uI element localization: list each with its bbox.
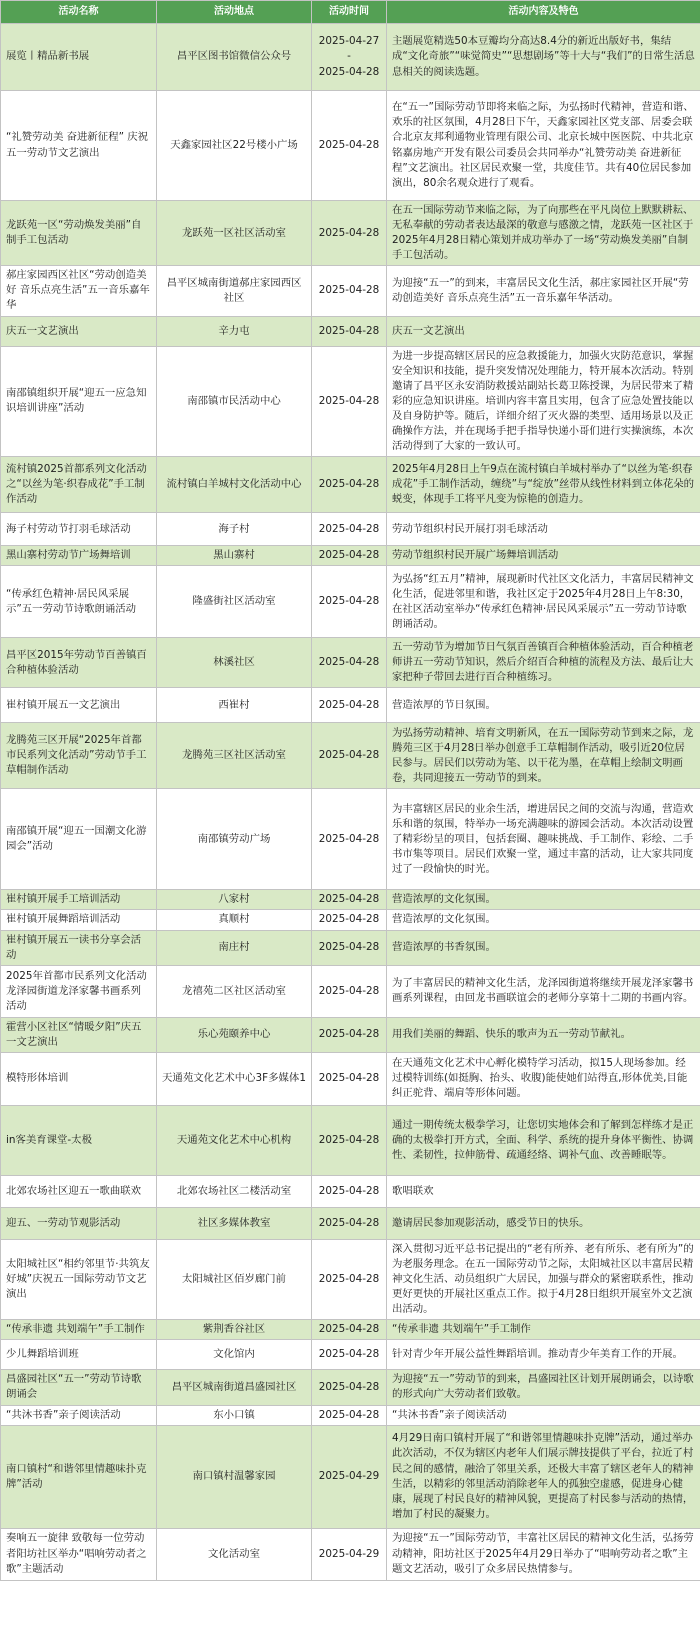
activity-time-cell: 2025-04-28 (312, 965, 387, 1017)
activity-time-cell: 2025-04-28 (312, 91, 387, 201)
activity-name-cell: 庆五一文艺演出 (1, 316, 157, 346)
activity-description-cell: 为迎接“五一”劳动节的到来，昌盛园社区计划开展朗诵会，以诗歌的形式向广大劳动者们致敬。 (387, 1370, 700, 1405)
activity-time-cell: 2025-04-27- 2025-04-28 (312, 24, 387, 91)
activity-name-cell: 南口镇村“和谐邻里情趣味扑克牌”活动 (1, 1425, 157, 1528)
activity-location-cell: 南庄村 (157, 930, 312, 965)
activity-description-cell: 为进一步提高辖区居民的应急救援能力，加强火灾防范意识，掌握安全知识和技能，提升突发情况处理能力，特开展本次活动。特别邀请了昌平区永安消防救援站副站长葛卫陈授课，为居民带来了精彩的应急知识讲座。培训内容丰富且实用，包含了应急处置技能以及自身防护等。随后，详细介绍了灭火器的类型、适用场景以及正确操作方法，并在现场手把手指导快递小哥们进行实操演练，本次活动得到了大家的一致认可。 (387, 346, 700, 457)
activity-time-cell: 2025-04-28 (312, 566, 387, 638)
activity-description-cell: 主题展览精选50本豆瓣均分高达8.4分的新近出版好书，集结成“文化奇旅”“味觉简史”“思想剧场”等十大与“我们”的日常生活息息相关的阅读选题。 (387, 24, 700, 91)
activity-name-cell: 奏响五一旋律 致敬每一位劳动者阳坊社区举办“唱响劳动者之歌”主题活动 (1, 1528, 157, 1580)
table-row (1, 201, 700, 266)
activity-description-cell: 针对青少年开展公益性舞蹈培训。推动青少年美育工作的开展。 (387, 1340, 700, 1370)
activity-time-cell: 2025-04-28 (312, 723, 387, 789)
table-row (1, 513, 700, 546)
activity-description-cell: 营造浓厚的文化氛围。 (387, 890, 700, 910)
activity-name-cell: 海子村劳动节打羽毛球活动 (1, 513, 157, 546)
activity-description-cell: 为弘扬劳动精神、培育文明新风，在五一国际劳动节到来之际，龙腾苑三区于4月28日举办创意手工草帽制作活动，吸引近20位居民参与。居民们以劳动为笔、以干花为墨，在草帽上绘制文明画卷，共同迎接五一劳动节的到来。 (387, 723, 700, 789)
activity-location-cell: 八家村 (157, 890, 312, 910)
table-row (1, 1425, 700, 1528)
activity-location-cell: 北郊农场社区二楼活动室 (157, 1175, 312, 1207)
activity-time-cell: 2025-04-28 (312, 457, 387, 513)
activity-description-cell: 为了丰富居民的精神文化生活，龙泽园街道将继续开展龙泽家馨书画系列课程，由回龙书画联谊会的老师分享第十二期的书画内容。 (387, 965, 700, 1017)
table-row (1, 688, 700, 723)
activity-name-cell: 昌盛园社区“五一”劳动节诗歌朗诵会 (1, 1370, 157, 1405)
activity-time-cell: 2025-04-28 (312, 1207, 387, 1239)
activity-location-cell: 天通苑文化艺术中心3F多媒体1 (157, 1052, 312, 1105)
table-row (1, 638, 700, 688)
table-row (1, 566, 700, 638)
table-row (1, 24, 700, 91)
header-activity-name: 活动名称 (1, 1, 157, 24)
activity-time-cell: 2025-04-28 (312, 1105, 387, 1175)
activity-description-cell: 营造浓厚的文化氛围。 (387, 910, 700, 930)
activity-location-cell: 辛力屯 (157, 316, 312, 346)
activity-location-cell: 紫荆香谷社区 (157, 1320, 312, 1340)
activity-location-cell: 昌平区图书馆微信公众号 (157, 24, 312, 91)
activity-location-cell: 天通苑文化艺术中心机构 (157, 1105, 312, 1175)
activity-description-cell: 4月29日南口镇村开展了“和谐邻里情趣味扑克牌”活动，通过举办此次活动，不仅为辖区内老年人们展示牌技提供了平台，拉近了村民之间的感情，融洽了邻里关系，还极大丰富了辖区老年人的精神生活，以精彩的邻里活动消除老年人的孤独空虚感，促进身心健康，展现了村民良好的精神风貌，更提高了村民参与活动的热情，增加了村民的凝聚力。 (387, 1425, 700, 1528)
activity-location-cell: 龙跃苑一区社区活动室 (157, 201, 312, 266)
table-row (1, 1207, 700, 1239)
activity-time-cell: 2025-04-28 (312, 688, 387, 723)
activity-name-cell: “共沐书香”亲子阅读活动 (1, 1405, 157, 1425)
activity-name-cell: 崔村镇开展五一读书分享会活动 (1, 930, 157, 965)
activity-name-cell: 南邵镇组织开展“迎五一应急知识培训讲座”活动 (1, 346, 157, 457)
activity-description-cell: 用我们美丽的舞蹈、快乐的歌声为五一劳动节献礼。 (387, 1017, 700, 1052)
table-row (1, 1320, 700, 1340)
activity-name-cell: 北郊农场社区迎五一歌曲联欢 (1, 1175, 157, 1207)
activity-time-cell: 2025-04-28 (312, 910, 387, 930)
activity-time-cell: 2025-04-28 (312, 1239, 387, 1319)
table-row (1, 930, 700, 965)
activity-name-cell: “礼赞劳动美 奋进新征程” 庆祝五一劳动节文艺演出 (1, 91, 157, 201)
table-row (1, 1052, 700, 1105)
activity-time-cell: 2025-04-28 (312, 1320, 387, 1340)
activity-description-cell: “共沐书香”亲子阅读活动 (387, 1405, 700, 1425)
activity-name-cell: 流村镇2025首都系列文化活动之“以丝为笔·织春成花”手工制作活动 (1, 457, 157, 513)
activity-location-cell: 龙禧苑二区社区活动室 (157, 965, 312, 1017)
activity-description-cell: 为弘扬“红五月”精神，展现新时代社区文化活力，丰富居民精神文化生活，促进邻里和谐，我社区定于2025年4月28日上午8:30，在社区活动室举办“传承红色精神·居民风采展示”五一劳动节诗歌朗诵活动。 (387, 566, 700, 638)
table-header (1, 1, 700, 24)
activity-name-cell: 黑山寨村劳动节广场舞培训 (1, 546, 157, 566)
activity-name-cell: 郝庄家园西区社区“劳动创造美好 音乐点亮生活”五一音乐嘉年华 (1, 266, 157, 316)
activity-name-cell: 龙跃苑一区“劳动焕发美丽”自制手工包活动 (1, 201, 157, 266)
activity-description-cell: 深入贯彻习近平总书记提出的“老有所养、老有所乐、老有所为”的为老服务理念。在五一国际劳动节之际，太阳城社区以丰富居民精神文化生活、动员组织广大居民，加强与群众的紧密联系性，推动更好更快的开展社区重点工作。拟于4月28日组织开展室外文艺演出活动。 (387, 1239, 700, 1319)
header-activity-location: 活动地点 (157, 1, 312, 24)
table-body (1, 24, 700, 1581)
activity-location-cell: 乐心苑颐养中心 (157, 1017, 312, 1052)
activity-time-cell: 2025-04-28 (312, 638, 387, 688)
activity-location-cell: 昌平区城南街道昌盛园社区 (157, 1370, 312, 1405)
activity-time-cell: 2025-04-28 (312, 346, 387, 457)
activity-description-cell: 为丰富辖区居民的业余生活，增进居民之间的交流与沟通，营造欢乐和谐的氛围，特举办一场充满趣味的游园会活动。本次活动设置了精彩纷呈的项目，包括套圈、趣味挑战、手工制作、彩绘、二手书市集等项目。居民们欢聚一堂，通过丰富的活动，让大家共同度过了一段愉快的时光。 (387, 789, 700, 890)
table-row (1, 457, 700, 513)
activity-time-cell: 2025-04-28 (312, 1370, 387, 1405)
activity-description-cell: 营造浓厚的书香氛围。 (387, 930, 700, 965)
activity-location-cell: 真顺村 (157, 910, 312, 930)
table-row (1, 91, 700, 201)
table-row (1, 789, 700, 890)
activity-name-cell: “传承红色精神·居民风采展示”五一劳动节诗歌朗诵活动 (1, 566, 157, 638)
activity-time-cell: 2025-04-28 (312, 930, 387, 965)
table-row (1, 1370, 700, 1405)
table-row (1, 890, 700, 910)
table-row (1, 965, 700, 1017)
activity-description-cell: 五一劳动节为增加节日气氛百善镇百合种植体验活动，百合种植老师讲五一劳动节知识，然后介绍百合种植的流程及方法、最后让大家把种子带回去进行百合种植练习。 (387, 638, 700, 688)
activity-location-cell: 海子村 (157, 513, 312, 546)
activity-time-cell: 2025-04-28 (312, 789, 387, 890)
activity-location-cell: 西崔村 (157, 688, 312, 723)
activity-name-cell: “传承非遗 共划端午”手工制作 (1, 1320, 157, 1340)
activity-name-cell: 昌平区2015年劳动节百善镇百合种植体验活动 (1, 638, 157, 688)
activity-name-cell: 龙腾苑三区开展“2025年首都市民系列文化活动”劳动节手工草帽制作活动 (1, 723, 157, 789)
table-row (1, 1528, 700, 1580)
activity-description-cell: 在五一国际劳动节来临之际，为了向那些在平凡岗位上默默耕耘、无私奉献的劳动者表达最深的敬意与感激之情，龙跃苑一区社区于2025年4月28日精心策划并成功举办了一场“劳动焕发美丽”自制手工包活动。 (387, 201, 700, 266)
activity-location-cell: 天鑫家园社区22号楼小广场 (157, 91, 312, 201)
activity-time-cell: 2025-04-28 (312, 890, 387, 910)
activity-description-cell: 通过一期传统太极拳学习，让您切实地体会和了解到怎样练才是正确的太极拳打开方式，全面、科学、系统的提升身体平衡性、协调性、柔韧性，拉伸筋骨、疏通经络、调补气血、改善睡眠等。 (387, 1105, 700, 1175)
activity-name-cell: 少儿舞蹈培训班 (1, 1340, 157, 1370)
activity-description-cell: 2025年4月28日上午9点在流村镇白羊城村举办了“以丝为笔·织春成花”手工制作活动，缠绕”与“绽放”丝带从线性材料到立体花朵的蜕变，体现手工将平凡变为惊艳的创造力。 (387, 457, 700, 513)
activity-name-cell: 迎五、一劳动节观影活动 (1, 1207, 157, 1239)
activity-description-cell: 为迎接“五一”的到来，丰富居民文化生活，郝庄家园社区开展“劳动创造美好 音乐点亮生活”五一音乐嘉年华活动。 (387, 266, 700, 316)
activity-name-cell: 展览丨精品新书展 (1, 24, 157, 91)
activity-name-cell: 南邵镇开展“迎五一国潮文化游园会”活动 (1, 789, 157, 890)
activity-location-cell: 南邵镇市民活动中心 (157, 346, 312, 457)
header-activity-time: 活动时间 (312, 1, 387, 24)
table-row (1, 266, 700, 316)
activity-description-cell: 为迎接“五一”国际劳动节，丰富社区居民的精神文化生活，弘扬劳动精神，阳坊社区于2025年4月29日举办了“唱响劳动者之歌”主题文艺活动，吸引了众多居民热情参与。 (387, 1528, 700, 1580)
activity-name-cell: 2025年首都市民系列文化活动龙泽园街道龙泽家馨书画系列活动 (1, 965, 157, 1017)
activity-name-cell: 崔村镇开展舞蹈培训活动 (1, 910, 157, 930)
activity-name-cell: 模特形体培训 (1, 1052, 157, 1105)
activity-time-cell: 2025-04-28 (312, 546, 387, 566)
table-row (1, 1405, 700, 1425)
table-row (1, 1105, 700, 1175)
activity-time-cell: 2025-04-28 (312, 513, 387, 546)
header-activity-description: 活动内容及特色 (387, 1, 700, 24)
activity-time-cell: 2025-04-28 (312, 266, 387, 316)
activity-time-cell: 2025-04-28 (312, 1340, 387, 1370)
activity-description-cell: 在“五一”国际劳动节即将来临之际，为弘扬时代精神，营造和谐、欢乐的社区氛围，4月28日下午，天鑫家园社区党支部、居委会联合北京友邦利通物业管理有限公司、北京长城中医医院、中共北京铭嘉房地产开发有限公司委员会共同举办“礼赞劳动美 奋进新征程”文艺演出。社区居民欢聚一堂，共度佳节。共有40位居民参加演出，80余名观众进行了观看。 (387, 91, 700, 201)
activity-location-cell: 隆盛街社区活动室 (157, 566, 312, 638)
activity-location-cell: 黑山寨村 (157, 546, 312, 566)
activity-time-cell: 2025-04-28 (312, 1175, 387, 1207)
activity-description-cell: 劳动节组织村民开展广场舞培训活动 (387, 546, 700, 566)
activity-description-cell: 劳动节组织村民开展打羽毛球活动 (387, 513, 700, 546)
table-row (1, 316, 700, 346)
activity-location-cell: 文化馆内 (157, 1340, 312, 1370)
table-row (1, 1340, 700, 1370)
activity-name-cell: 霍营小区社区“情暖夕阳”庆五一文艺演出 (1, 1017, 157, 1052)
activity-location-cell: 林溪社区 (157, 638, 312, 688)
activity-time-cell: 2025-04-28 (312, 201, 387, 266)
activity-time-cell: 2025-04-28 (312, 1052, 387, 1105)
header-row (1, 1, 700, 24)
activity-location-cell: 文化活动室 (157, 1528, 312, 1580)
table-row (1, 1239, 700, 1319)
activity-location-cell: 太阳城社区佰岁廊门前 (157, 1239, 312, 1319)
activity-name-cell: 太阳城社区“相约邻里节·共筑友好城”庆祝五一国际劳动节文艺演出 (1, 1239, 157, 1319)
activity-time-cell: 2025-04-28 (312, 1017, 387, 1052)
activity-description-cell: 歌唱联欢 (387, 1175, 700, 1207)
activity-name-cell: 崔村镇开展五一文艺演出 (1, 688, 157, 723)
table-row (1, 546, 700, 566)
activity-location-cell: 龙腾苑三区社区活动室 (157, 723, 312, 789)
activity-location-cell: 南口镇村温馨家园 (157, 1425, 312, 1528)
table-row (1, 723, 700, 789)
activity-description-cell: “传承非遗 共划端午”手工制作 (387, 1320, 700, 1340)
activity-name-cell: 崔村镇开展手工培训活动 (1, 890, 157, 910)
activity-time-cell: 2025-04-29 (312, 1528, 387, 1580)
activity-description-cell: 邀请居民参加观影活动，感受节日的快乐。 (387, 1207, 700, 1239)
activity-description-cell: 在天通苑文化艺术中心孵化模特学习活动，拟15人现场参加。经过模特训练(如挺胸、抬头、收腹)能使她们站得直,形体优美,目能纠正驼背、端肩等形体问题。 (387, 1052, 700, 1105)
table-row (1, 910, 700, 930)
activity-location-cell: 昌平区城南街道郝庄家园西区社区 (157, 266, 312, 316)
activity-location-cell: 流村镇白羊城村文化活动中心 (157, 457, 312, 513)
activity-description-cell: 营造浓厚的节日氛围。 (387, 688, 700, 723)
activity-time-cell: 2025-04-28 (312, 316, 387, 346)
activity-time-cell: 2025-04-29 (312, 1425, 387, 1528)
activity-name-cell: in客美育课堂-太极 (1, 1105, 157, 1175)
activity-description-cell: 庆五一文艺演出 (387, 316, 700, 346)
table-row (1, 1175, 700, 1207)
activity-location-cell: 东小口镇 (157, 1405, 312, 1425)
activity-time-cell: 2025-04-28 (312, 1405, 387, 1425)
activity-location-cell: 社区多媒体教室 (157, 1207, 312, 1239)
table-row (1, 346, 700, 457)
table-row (1, 1017, 700, 1052)
activity-location-cell: 南邵镇劳动广场 (157, 789, 312, 890)
